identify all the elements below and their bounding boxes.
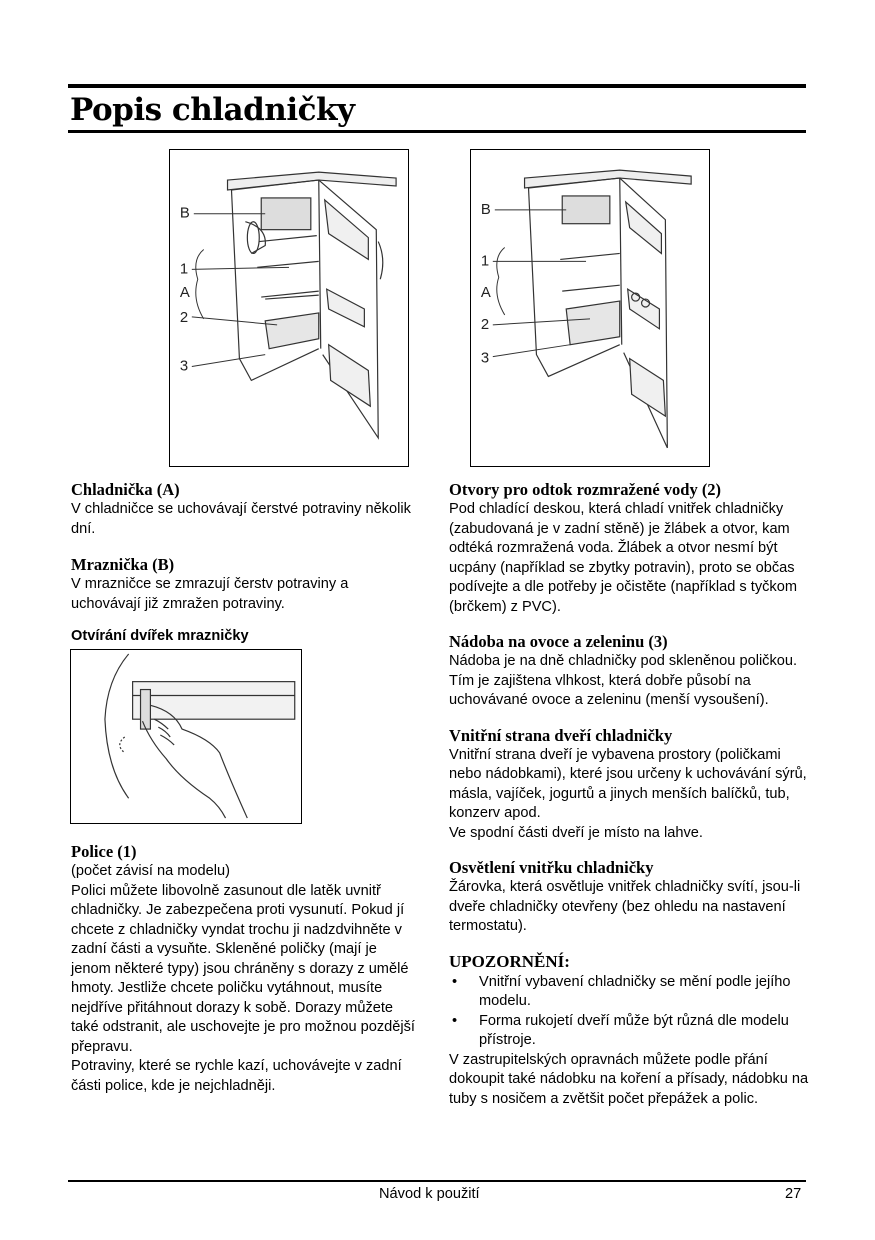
warning-text: V zastrupitelských opravnách můžete podle přání dokoupit také nádobku na koření a přísady, nádobku na tuby s nosičem a zvětšit počet přepážek a polic. (449, 1051, 809, 1107)
freezer-heading: Mraznička (B) (71, 555, 175, 574)
fridge-figure-left (169, 149, 409, 467)
warning-item: • Vnitřní vybavení chladničky se mění podle jejího modelu. (449, 973, 809, 1012)
left-column-bottom (71, 842, 416, 1096)
label-1-right: 1 (480, 253, 490, 270)
fridge-illustration-left (170, 150, 408, 466)
shelf-heading: Police (1) (71, 842, 137, 861)
fridge-text: V chladničce se uchovávají čerstvé potraviny několik dní. (71, 501, 411, 537)
warning-item: • Forma rukojetí dveří může být různá dle modelu přístroje. (449, 1012, 809, 1051)
top-rule (68, 84, 806, 88)
page-number: 27 (785, 1186, 802, 1202)
freezer-door-illustration (71, 650, 301, 823)
warning-list (449, 973, 809, 1051)
door-inner-heading: Vnitřní strana dveří chladničky (449, 725, 673, 745)
shelf-model-note: (počet závisí na modelu) (71, 863, 230, 879)
door-bottle-text: Ve spodní části dveří je místo na lahve. (449, 824, 703, 841)
label-1: 1 (179, 261, 189, 278)
label-2: 2 (179, 309, 189, 326)
right-column (449, 480, 809, 1109)
label-a-right: A (480, 285, 491, 302)
title-rule (68, 130, 806, 133)
light-heading: Osvětlení vnitřku chladničky (449, 858, 654, 877)
warning-heading: UPOZORNĚNÍ: (449, 951, 570, 971)
label-3-right: 3 (480, 350, 490, 367)
crisper-text: Nádoba je na dně chladničky pod skleněnou poličkou. Tím je zajištena vlhkost, která dobře působí na uchovávané ovoce a zeleninu (menší vysoušení). (449, 653, 798, 708)
drain-text: Pod chladící deskou, která chladí vnitřek chladničky (zabudovaná je v zadní stěně) je žlábek a otvor, kam odtéká rozmražená voda. Žlábek a otvor nesmí být ucpány (například se zbytky potravin), proto se občas podívejte a dle potřeby je očistěte (například s tyčkom (brčkem) z PVC). (449, 501, 797, 615)
drain-heading: Otvory pro odtok rozmražené vody (2) (449, 480, 722, 499)
door-opening-subheading: Otvírání dvířek mrazničky (71, 628, 249, 644)
fridge-figure-right (470, 149, 710, 467)
label-a: A (179, 285, 190, 302)
shelf-storage-tip: Potraviny, které se rychle kazí, uchovávejte v zadní části police, kde je nejchladněji. (71, 1058, 402, 1094)
page-title: Popis chladničky (70, 92, 355, 128)
crisper-heading: Nádoba na ovoce a zeleninu (3) (449, 632, 668, 651)
label-b-right: B (480, 201, 491, 218)
freezer-door-figure (70, 649, 302, 824)
footer-rule (68, 1180, 806, 1182)
fridge-illustration-right (471, 150, 709, 466)
door-inner-text: Vnitřní strana dveří je vybavena prostory (poličkami nebo nádobkami), které jsou určeny k uchovávání sýrů, másla, vajíček, jogurtů a jinych menších balíčků, tub, konzerv apod. (449, 746, 807, 821)
label-3: 3 (179, 358, 189, 375)
shelf-text: Polici můžete libovolně zasunout dle latěk uvnitř chladničky. Je zabezpečena proti vysunutí. Pokud jí chcete z chladničky vyndat trochu ji nadzdvihněte v zadní části a vysuňte. Skleněné poličky (mají je jenom některé typy) jsou chráněny s dorazy z umělé hmoty. Jestliže chcete poličku vytáhnout, musíte nejdříve přitáhnout dorazy k sobě. Dorazy můžete také odstranit, ale uschovejte je pro možnou pozdější přepravu. (71, 882, 415, 1055)
label-b: B (179, 205, 190, 222)
freezer-text: V mrazničce se zmrazují čerstv potraviny a uchovávají již zmražen potraviny. (71, 576, 349, 612)
fridge-heading: Chladnička (A) (71, 480, 180, 499)
footer-label: Návod k použití (379, 1186, 480, 1202)
light-text: Žárovka, která osvětluje vnitřek chladničky svítí, jsou-li dveře chladničky otevřeny (bez ohledu na nastavení termostatu). (449, 879, 801, 934)
label-2-right: 2 (480, 316, 490, 333)
left-column-top (71, 480, 416, 647)
